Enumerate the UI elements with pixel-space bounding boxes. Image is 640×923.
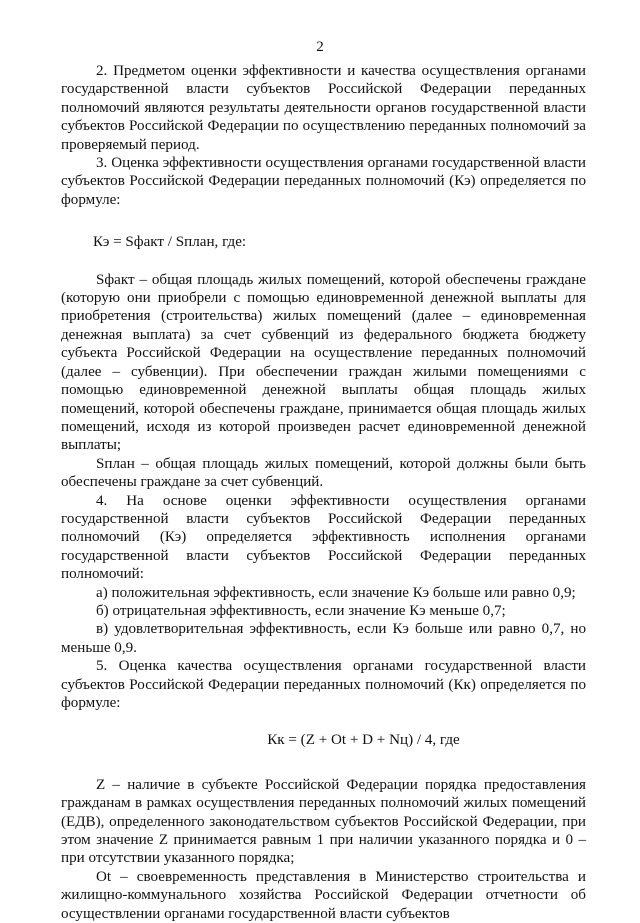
- paragraph-4a: а) положительная эффективность, если значение Кэ больше или равно 0,9;: [96, 584, 576, 601]
- paragraph-4: 4. На основе оценки эффективности осуществления органами государственной власти субъектов Российской Федерации переданных полномочий (Кэ) определяется эффективность исполнения органами государственной власти субъектов Российской Федерации переданных полномочий:: [61, 492, 586, 583]
- definition-sfakt: Sфакт – общая площадь жилых помещений, которой обеспечены граждане (которую они приобрели с помощью единовременной денежной выплаты для приобретения (строительства) жилых помещений (далее – единовременная денежная выплата) за счет субвенций из федерального бюджета бюджету субъекта Российской Федерации на осуществление переданных полномочий (далее – субвенции). При обеспечении граждан жилыми помещениями с помощью единовременной денежной выплаты общая площадь жилых помещений, которой обеспечены граждане, принимается общая площадь жилых помещений, исходя из которой произведен расчет единовременной денежной выплаты;: [61, 271, 586, 454]
- paragraph-3: 3. Оценка эффективности осуществления органами государственной власти субъектов Российской Федерации переданных полномочий (Кэ) определяется по формуле:: [61, 155, 586, 208]
- paragraph-4b: б) отрицательная эффективность, если значение Кэ меньше 0,7;: [96, 602, 506, 619]
- paragraph-5: 5. Оценка качества осуществления органами государственной власти субъектов Российской Федерации переданных полномочий (Кк) определяется по формуле:: [61, 658, 586, 711]
- page-number: 2: [316, 39, 324, 55]
- paragraph-4c: в) удовлетворительная эффективность, если Кэ больше или равно 0,7, но меньше 0,9.: [61, 621, 586, 656]
- definition-ot: Ot – своевременность представления в Министерство строительства и жилищно-коммунального хозяйства Российской Федерации отчетности об осуществлении органами государственной власти субъектов: [61, 868, 586, 922]
- definition-splan: Sплан – общая площадь жилых помещений, которой должны были быть обеспечены граждане за счет субвенций.: [61, 455, 586, 491]
- formula-efficiency: Кэ = Sфакт / Sплан, где:: [93, 234, 247, 251]
- paragraph-2: 2. Предметом оценки эффективности и качества осуществления органами государственной власти субъектов Российской Федерации переданных полномочий являются результаты деятельности органов государственной власти субъектов Российской Федерации по осуществлению переданных полномочий за проверяемый период.: [61, 63, 586, 153]
- document-body: [61, 62, 586, 923]
- definition-z: Z – наличие в субъекте Российской Федерации порядка предоставления гражданам в рамках осуществления переданных полномочий жилых помещений (ЕДВ), определенного законодательством субъектов Российской Федерации, при этом значение Z принимается равным 1 при наличии указанного порядка и 0 – при отсутствии указанного порядка;: [61, 776, 586, 867]
- formula-quality: Кк = (Z + Ot + D + Nц) / 4, где: [267, 732, 460, 749]
